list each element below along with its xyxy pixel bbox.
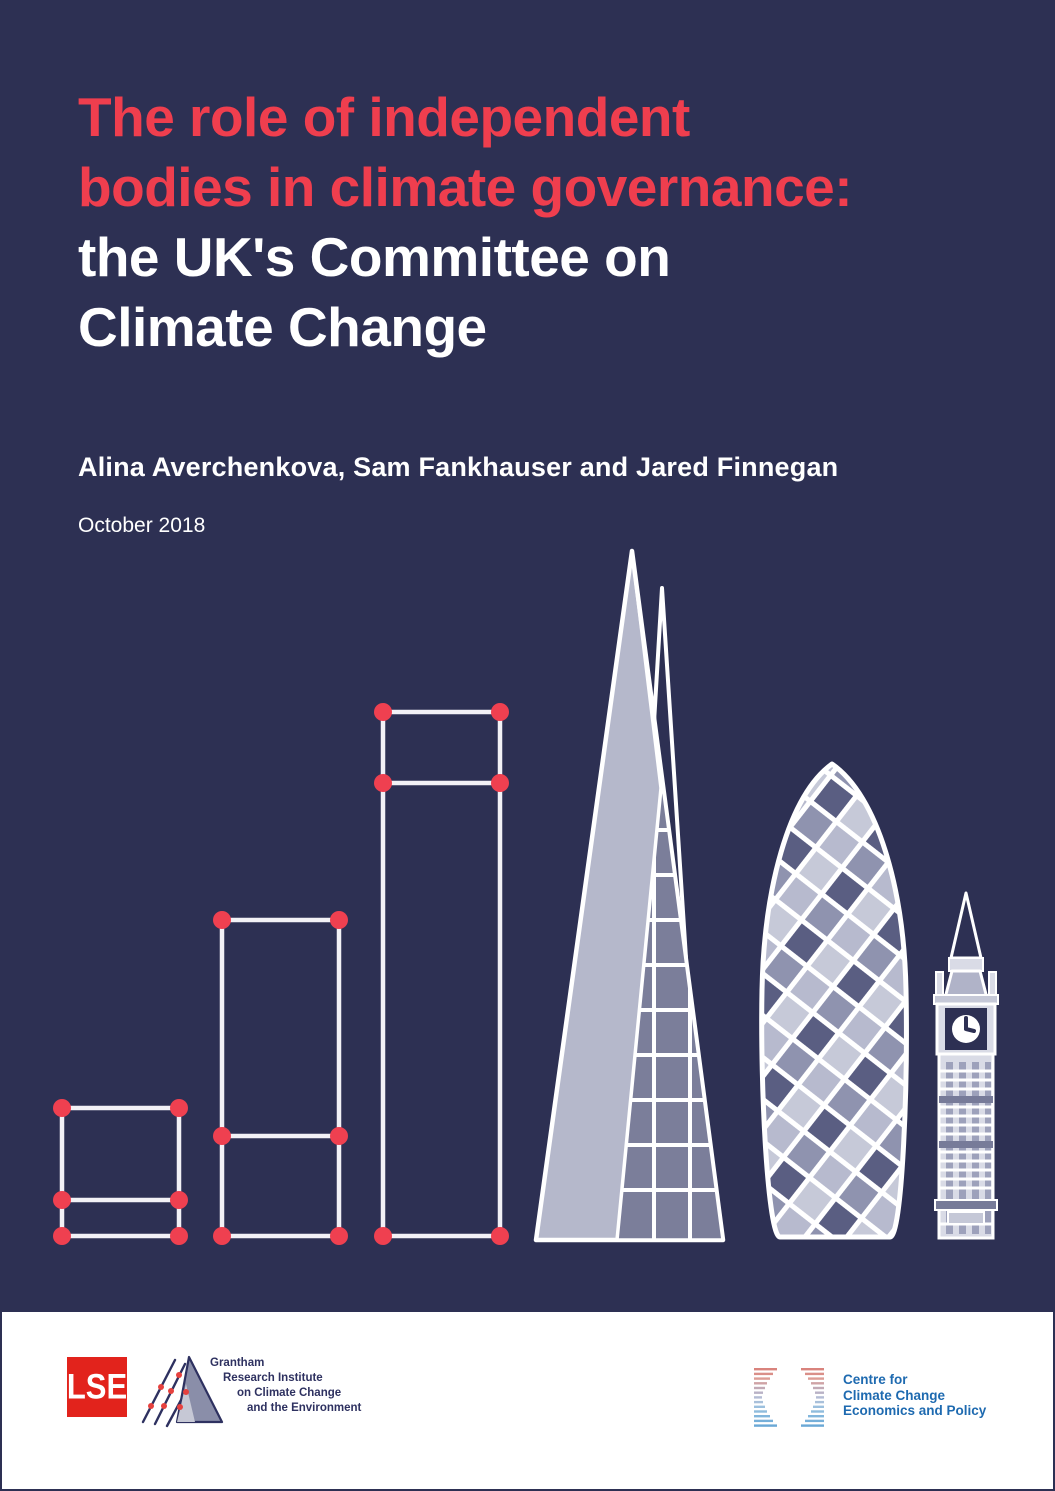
publication-date: October 2018 <box>78 514 206 537</box>
gherkin-building-icon <box>762 764 907 1237</box>
grantham-line-3: on Climate Change <box>237 1387 342 1399</box>
lse-logo <box>67 1357 127 1417</box>
grantham-institute-name <box>210 1356 361 1416</box>
shard-building-icon <box>536 551 740 1240</box>
title-line-2: bodies in climate governance: <box>78 156 853 218</box>
cccep-line-1: Centre for <box>843 1372 908 1387</box>
grantham-line-4: and the Environment <box>247 1402 362 1414</box>
title-line-3: the UK's Committee on <box>78 226 671 288</box>
lse-logo-text: LSE <box>66 1366 128 1407</box>
authors-line: Alina Averchenkova, Sam Fankhauser and Jared Finnegan <box>78 452 839 482</box>
cccep-brackets-icon <box>754 1368 826 1430</box>
wireframe-bar-chart-icon <box>62 712 500 1236</box>
footer-logo-strip <box>0 1312 1055 1491</box>
cccep-line-2: Climate Change <box>843 1387 946 1403</box>
title-line-4: Climate Change <box>78 296 487 358</box>
title-line-1: The role of independent <box>78 86 690 148</box>
cccep-line-3: Economics and Policy <box>843 1403 987 1418</box>
cccep-centre-name <box>843 1372 986 1419</box>
grantham-line-2: Research Institute <box>223 1372 323 1384</box>
grantham-line-1: Grantham <box>210 1357 265 1369</box>
big-ben-tower-icon <box>934 893 998 1238</box>
